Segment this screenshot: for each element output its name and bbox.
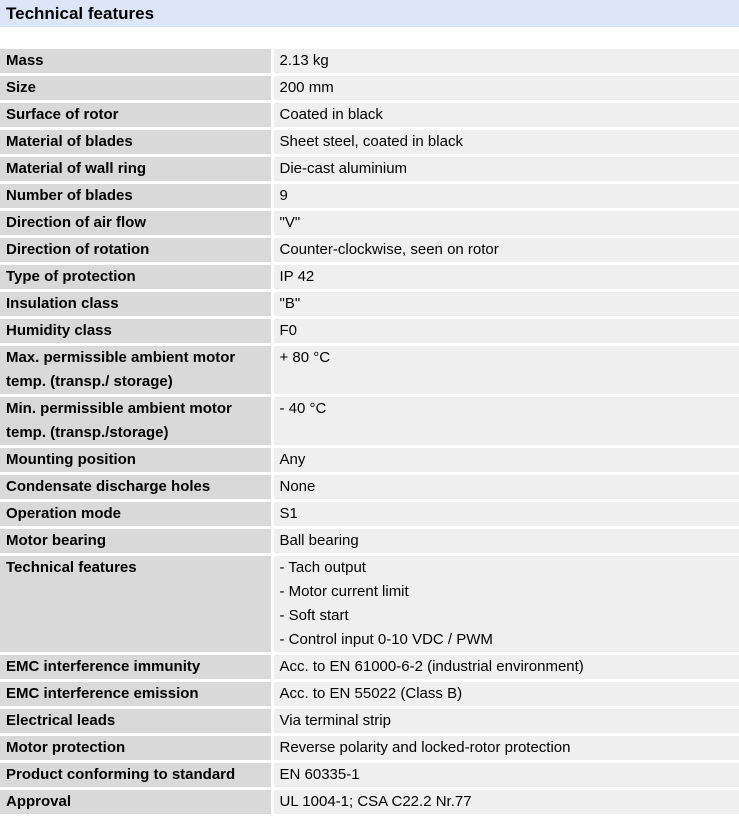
spec-value-line: None [279,478,316,495]
table-row [0,318,739,345]
spec-label-line: Mass [6,52,44,69]
spec-value [272,129,739,156]
spec-label-line: Direction of rotation [6,241,150,258]
table-row [0,789,739,816]
spec-value-line: EN 60335-1 [279,766,360,783]
spec-value [272,264,739,291]
table-row [0,528,739,555]
table-row [0,501,739,528]
spec-value [272,237,739,264]
table-row [0,183,739,210]
spec-label [0,654,272,681]
spec-label [0,237,272,264]
spec-label-line: Min. permissible ambient motor [6,400,232,417]
spec-value-line: 200 mm [279,79,334,96]
spec-value-line: S1 [279,505,298,522]
spec-label [0,75,272,102]
spec-table [0,49,739,817]
spec-value-line: IP 42 [279,268,315,285]
table-row [0,210,739,237]
spec-value-line: Any [279,451,306,468]
table-row [0,345,739,396]
spec-label [0,681,272,708]
spec-value [272,735,739,762]
table-row [0,264,739,291]
table-row [0,735,739,762]
spec-value-line: UL 1004-1; CSA C22.2 Nr.77 [279,793,472,810]
spec-value [272,681,739,708]
spec-value [272,183,739,210]
spec-value [272,555,739,654]
spec-value [272,156,739,183]
table-row [0,762,739,789]
table-row [0,129,739,156]
table-row [0,447,739,474]
spec-value [272,789,739,816]
spec-value [272,708,739,735]
spec-value-line: - Soft start [279,607,349,624]
spec-label [0,318,272,345]
spec-value-line: Via terminal strip [279,712,391,729]
spec-value [272,102,739,129]
table-row [0,708,739,735]
spec-label [0,49,272,75]
spec-label [0,555,272,654]
spec-value [272,318,739,345]
spec-label-line: Size [6,79,37,96]
spec-label-line: Material of blades [6,133,133,150]
spec-value-line: Sheet steel, coated in black [279,133,463,150]
spec-label-line: Motor protection [6,739,126,756]
table-row [0,396,739,447]
spec-label-line: Number of blades [6,187,133,204]
spec-value-line: "V" [279,214,301,231]
spec-label-line: Motor bearing [6,532,106,549]
spec-label [0,183,272,210]
spec-label [0,210,272,237]
spec-value [272,291,739,318]
spec-label-line: Approval [6,793,72,810]
spec-value-line: Acc. to EN 55022 (Class B) [279,685,463,702]
spec-value-line: Reverse polarity and locked-rotor protection [279,739,571,756]
spec-value [272,49,739,75]
spec-label [0,345,272,396]
spec-label-line: Humidity class [6,322,112,339]
spec-value-line: 9 [279,187,288,204]
spec-label-line: temp. (transp./ storage) [6,373,173,390]
spec-value [272,75,739,102]
spec-label-line: Insulation class [6,295,119,312]
spec-label-line: Technical features [6,559,137,576]
spec-value-line: "B" [279,295,301,312]
spec-value-line: Counter-clockwise, seen on rotor [279,241,499,258]
table-row [0,291,739,318]
section-title: Technical features [0,0,739,27]
spec-value-line: 2.13 kg [279,52,329,69]
table-row [0,156,739,183]
spec-value [272,654,739,681]
table-row [0,474,739,501]
table-row [0,75,739,102]
spec-value [272,396,739,447]
spec-label-line: Product conforming to standard [6,766,236,783]
table-row [0,102,739,129]
spec-label [0,264,272,291]
spec-label [0,291,272,318]
spec-value-line: - 40 °C [279,400,327,417]
spec-label-line: Max. permissible ambient motor [6,349,236,366]
spec-label-line: Material of wall ring [6,160,147,177]
table-row [0,654,739,681]
spec-label [0,501,272,528]
spec-value [272,762,739,789]
spec-value-line: + 80 °C [279,349,331,366]
spec-label-line: Surface of rotor [6,106,119,123]
spec-label [0,156,272,183]
spec-label-line: Electrical leads [6,712,116,729]
spec-value [272,474,739,501]
spec-value [272,528,739,555]
spec-label-line: EMC interference emission [6,685,199,702]
table-row [0,49,739,75]
spec-label [0,396,272,447]
spec-label-line: Mounting position [6,451,136,468]
table-row [0,681,739,708]
spec-value-line: - Control input 0-10 VDC / PWM [279,631,493,648]
spec-value-line: - Motor current limit [279,583,409,600]
spec-value [272,447,739,474]
spec-label-line: Direction of air flow [6,214,147,231]
spec-label [0,102,272,129]
spec-value [272,501,739,528]
spec-value-line: Die-cast aluminium [279,160,408,177]
spec-label [0,708,272,735]
spec-value-line: F0 [279,322,298,339]
spec-table-body [0,49,739,816]
table-row [0,555,739,654]
spec-label-line: Condensate discharge holes [6,478,211,495]
spec-value [272,210,739,237]
spec-label-line: EMC interference immunity [6,658,201,675]
spec-label-line: Operation mode [6,505,122,522]
spec-label [0,528,272,555]
table-row [0,237,739,264]
spec-label [0,762,272,789]
spec-value [272,345,739,396]
spec-label [0,129,272,156]
spec-value-line: Acc. to EN 61000-6-2 (industrial environment) [279,658,584,675]
spec-label [0,789,272,816]
spec-label-line: temp. (transp./storage) [6,424,169,441]
spec-label-line: Type of protection [6,268,136,285]
spec-value-line: Ball bearing [279,532,359,549]
spec-label [0,474,272,501]
spec-value-line: Coated in black [279,106,383,123]
spec-value-line: - Tach output [279,559,366,576]
spec-label [0,735,272,762]
spec-label [0,447,272,474]
